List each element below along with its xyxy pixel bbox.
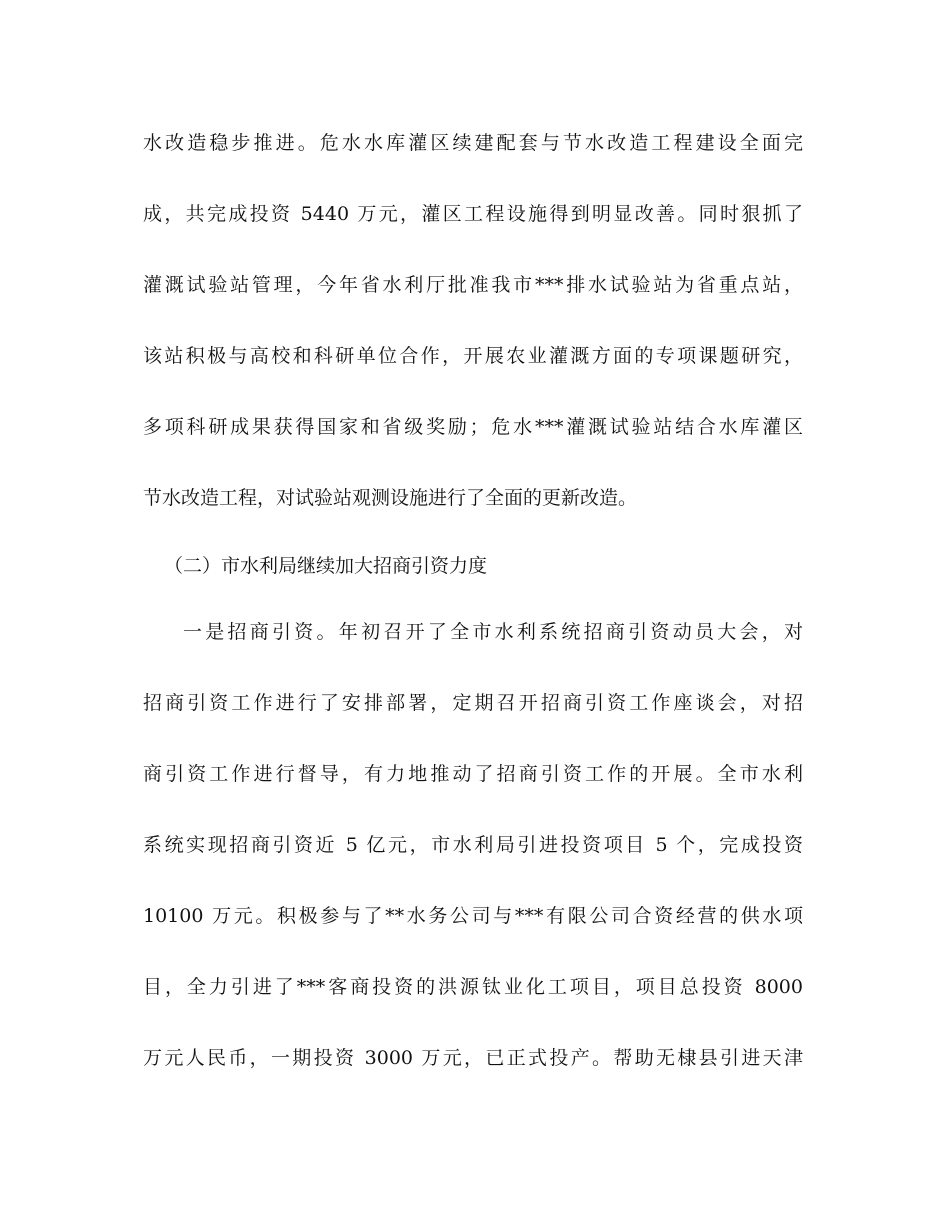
body-text-line: 成，共完成投资 5440 万元，灌区工程设施得到明显改善。同时狠抓了 [143, 203, 803, 225]
body-text-line: 多项科研成果获得国家和省级奖励；危水***灌溉试验站结合水库灌区 [143, 416, 803, 438]
body-text-line: 招商引资工作进行了安排部署，定期召开招商引资工作座谈会，对招 [143, 692, 803, 714]
body-text-line: 10100 万元。积极参与了**水务公司与***有限公司合资经营的供水项 [143, 905, 803, 927]
body-text-line: 该站积极与高校和科研单位合作，开展农业灌溉方面的专项课题研究， [143, 345, 803, 367]
section-heading: （二）市水利局继续加大招商引资力度 [164, 555, 488, 577]
body-text-line: 万元人民币，一期投资 3000 万元，已正式投产。帮助无棣县引进天津 [143, 1047, 803, 1069]
body-text-line: 目，全力引进了***客商投资的洪源钛业化工项目，项目总投资 8000 [143, 976, 803, 998]
body-text-line: 水改造稳步推进。危水水库灌区续建配套与节水改造工程建设全面完 [143, 132, 803, 154]
body-text-line: 灌溉试验站管理，今年省水利厅批准我市***排水试验站为省重点站， [143, 274, 803, 296]
body-text-line: 一是招商引资。年初召开了全市水利系统招商引资动员大会，对 [183, 621, 803, 643]
body-text-line: 系统实现招商引资近 5 亿元，市水利局引进投资项目 5 个，完成投资 [143, 834, 803, 856]
body-text-line: 商引资工作进行督导，有力地推动了招商引资工作的开展。全市水利 [143, 763, 803, 785]
body-text-line: 节水改造工程，对试验站观测设施进行了全面的更新改造。 [143, 487, 638, 509]
